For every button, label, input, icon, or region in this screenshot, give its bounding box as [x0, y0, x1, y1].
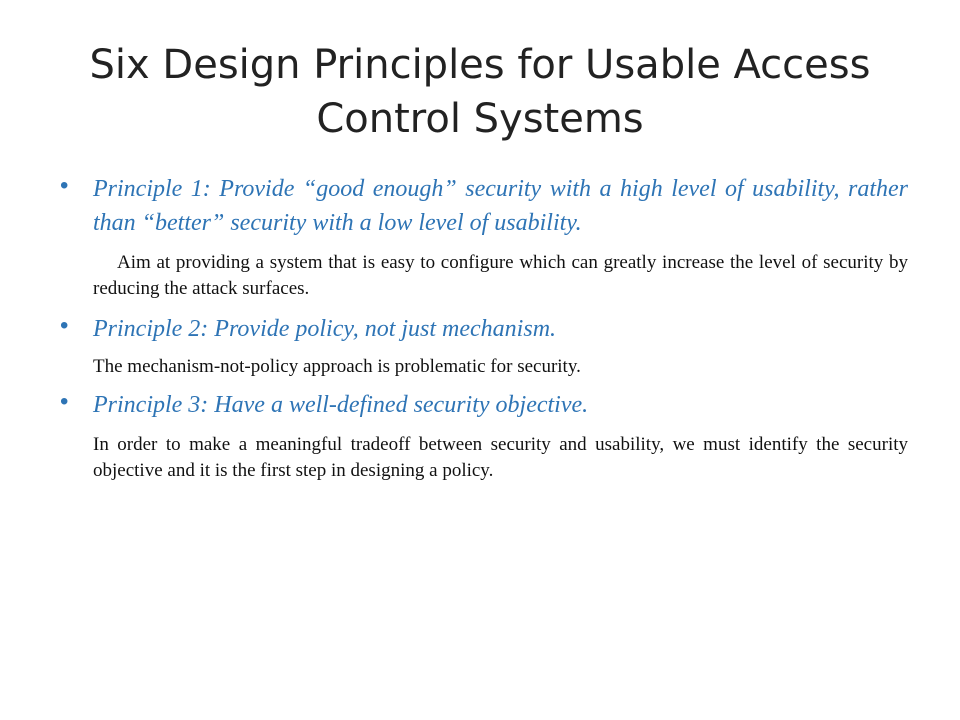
slide-content — [60, 172, 908, 484]
principle-1 — [60, 172, 908, 240]
principle-2-description: The mechanism-not-policy approach is problematic for security. — [93, 356, 581, 377]
principle-3-description: In order to make a meaningful tradeoff between security and usability, we must identify the security objective and it is the first step in designing a policy. — [93, 434, 908, 481]
principle-3-heading: Principle 3: Have a well-defined security objective. — [93, 392, 589, 418]
bullet-icon: • — [60, 312, 69, 339]
bullet-icon: • — [60, 388, 69, 415]
principle-1-description: Aim at providing a system that is easy to configure which can greatly increase the level of security by reducing the attack surfaces. — [93, 252, 908, 299]
principle-3 — [60, 388, 908, 422]
principle-1-heading: Principle 1: Provide “good enough” security with a high level of usability, rather than “better” security with a low level of usability. — [93, 176, 908, 236]
principle-2 — [60, 312, 908, 346]
slide-title: Six Design Principles for Usable Access Control Systems — [89, 42, 871, 142]
principle-2-heading: Principle 2: Provide policy, not just mechanism. — [93, 316, 557, 342]
bullet-icon: • — [60, 172, 69, 199]
